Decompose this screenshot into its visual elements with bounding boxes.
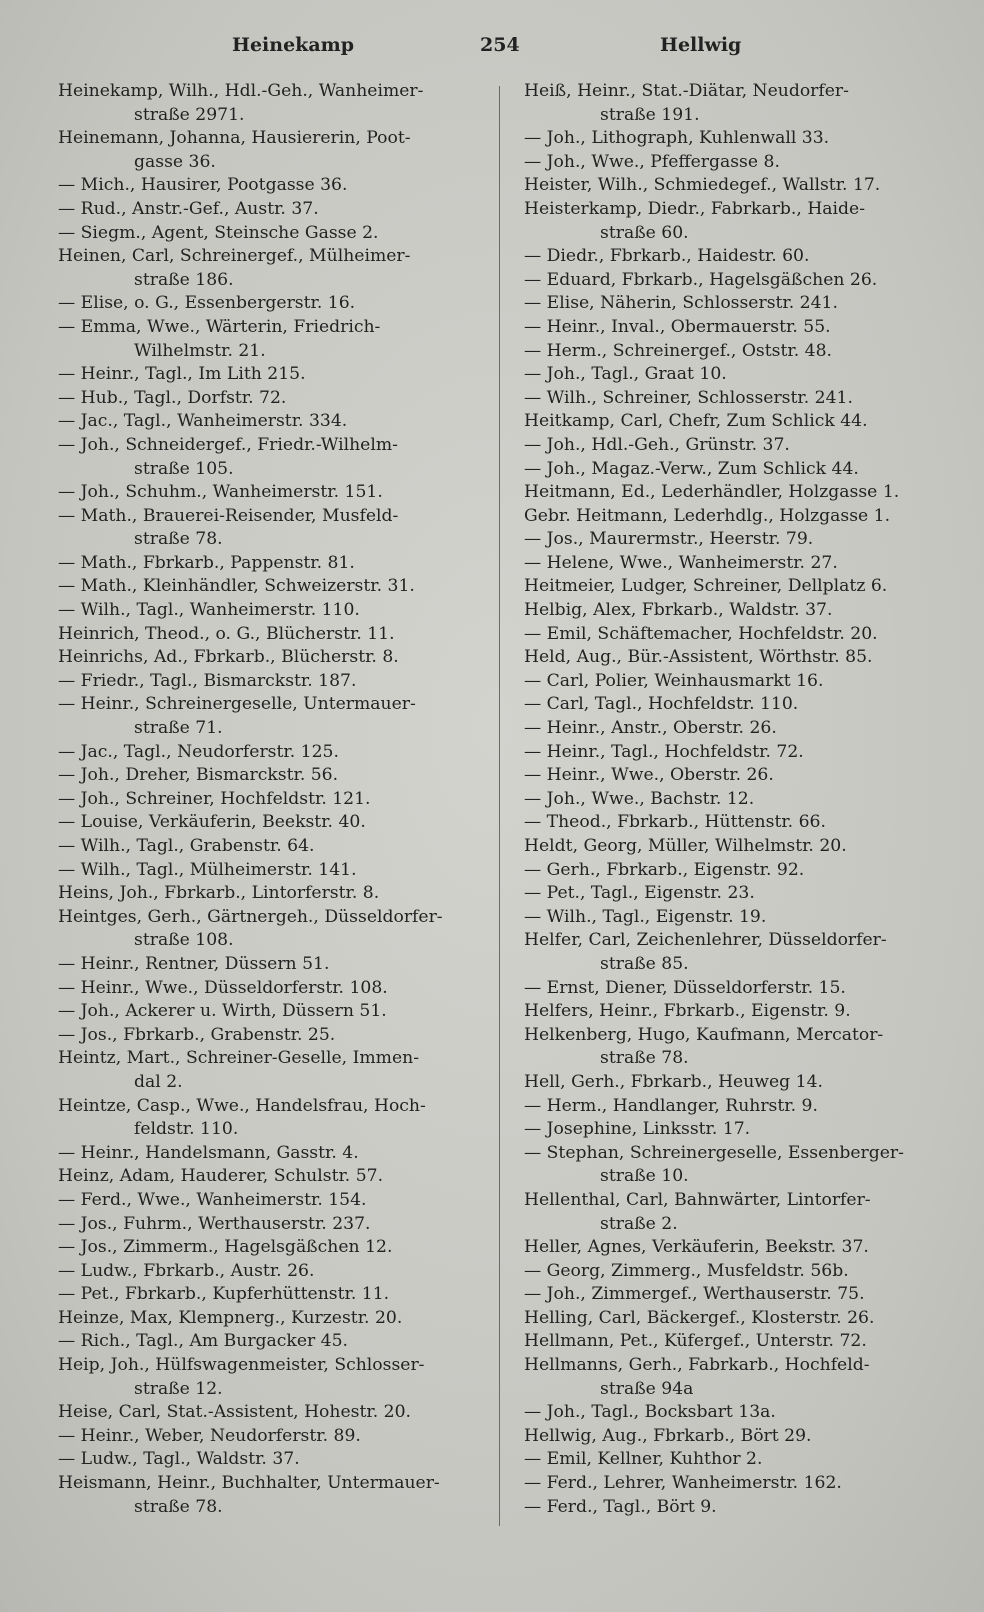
directory-entry-line: — Jac., Tagl., Neudorferstr. 125. xyxy=(58,741,339,762)
directory-entry-line: — Jos., Fuhrm., Werthauserstr. 237. xyxy=(58,1213,371,1234)
directory-entry-line: — Heinr., Anstr., Oberstr. 26. xyxy=(524,718,777,739)
directory-entry-line: — Jos., Maurermstr., Heerstr. 79. xyxy=(524,529,814,550)
directory-entry-line: — Wilh., Tagl., Grabenstr. 64. xyxy=(58,836,315,856)
directory-entry-line: — Siegm., Agent, Steinsche Gasse 2. xyxy=(58,222,379,243)
directory-entry-line: Held, Aug., Bür.-Assistent, Wörthstr. 85. xyxy=(524,647,873,668)
header-first-entry: Heinekamp xyxy=(232,34,355,56)
directory-entry-line: straße 71. xyxy=(134,718,223,739)
directory-entry-line: straße 108. xyxy=(134,930,234,951)
directory-entry-line: — Emil, Kellner, Kuhthor 2. xyxy=(524,1449,763,1470)
directory-entry-line: — Ferd., Tagl., Bört 9. xyxy=(524,1496,717,1517)
directory-entry-line: — Math., Kleinhändler, Schweizerstr. 31. xyxy=(58,576,415,597)
directory-entry-line: Heller, Agnes, Verkäuferin, Beekstr. 37. xyxy=(524,1237,869,1258)
directory-entry-line: straße 78. xyxy=(134,1496,223,1517)
directory-entry-line: — Friedr., Tagl., Bismarckstr. 187. xyxy=(58,670,357,691)
directory-entry-line: straße 2971. xyxy=(134,104,245,125)
directory-entry-line: — Wilh., Tagl., Eigenstr. 19. xyxy=(524,906,767,927)
directory-entry-line: Helbig, Alex, Fbrkarb., Waldstr. 37. xyxy=(524,600,833,621)
directory-entry-line: Heins, Joh., Fbrkarb., Lintorferstr. 8. xyxy=(58,883,380,904)
directory-entry-line: straße 10. xyxy=(600,1166,689,1187)
directory-entry-line: — Jac., Tagl., Wanheimerstr. 334. xyxy=(58,411,348,432)
directory-entry-line: Helling, Carl, Bäckergef., Klosterstr. 26. xyxy=(524,1307,875,1328)
directory-entry-line: — Rud., Anstr.-Gef., Austr. 37. xyxy=(58,198,319,219)
directory-entry-line: gasse 36. xyxy=(134,151,216,172)
directory-entry-line: Heinrichs, Ad., Fbrkarb., Blücherstr. 8. xyxy=(58,647,399,668)
directory-entry-line: — Rich., Tagl., Am Burgacker 45. xyxy=(58,1331,349,1352)
directory-entry-line: — Hub., Tagl., Dorfstr. 72. xyxy=(58,387,287,408)
directory-entry-line: — Joh., Wwe., Bachstr. 12. xyxy=(524,788,755,809)
directory-entry-line: Heintges, Gerh., Gärtnergeh., Düsseldorfer- xyxy=(58,906,443,927)
directory-entry-line: — Joh., Schneidergef., Friedr.-Wilhelm- xyxy=(58,434,398,455)
directory-entry-line: Heinze, Max, Klempnerg., Kurzestr. 20. xyxy=(58,1307,403,1328)
directory-entry-line: — Herm., Handlanger, Ruhrstr. 9. xyxy=(524,1095,818,1116)
directory-entry-line: — Mich., Hausirer, Pootgasse 36. xyxy=(58,175,348,196)
directory-entry-line: — Elise, o. G., Essenbergerstr. 16. xyxy=(58,293,356,314)
directory-entry-line: — Heinr., Tagl., Hochfeldstr. 72. xyxy=(524,741,804,762)
directory-entry-line: Helkenberg, Hugo, Kaufmann, Mercator- xyxy=(524,1024,884,1045)
directory-entry-line: straße 78. xyxy=(600,1048,689,1069)
directory-entry-line: Hellmann, Pet., Küfergef., Unterstr. 72. xyxy=(524,1331,867,1352)
directory-entry-line: Helfers, Heinr., Fbrkarb., Eigenstr. 9. xyxy=(524,1001,851,1022)
directory-entry-line: straße 60. xyxy=(600,222,689,243)
directory-entry-line: — Ferd., Lehrer, Wanheimerstr. 162. xyxy=(524,1473,842,1494)
directory-entry-line: — Eduard, Fbrkarb., Hagelsgäßchen 26. xyxy=(524,269,878,290)
directory-entry-line: Heiß, Heinr., Stat.-Diätar, Neudorfer- xyxy=(524,81,849,101)
directory-entry-line: — Joh., Lithograph, Kuhlenwall 33. xyxy=(524,128,830,149)
directory-entry-line: Heister, Wilh., Schmiedegef., Wallstr. 17. xyxy=(524,175,881,196)
directory-entry-line: Heitkamp, Carl, Chefr, Zum Schlick 44. xyxy=(524,411,868,432)
directory-entry-line: straße 191. xyxy=(600,104,700,125)
directory-entry-line: — Wilh., Tagl., Mülheimerstr. 141. xyxy=(58,859,357,880)
directory-entry-line: — Carl, Tagl., Hochfeldstr. 110. xyxy=(524,694,799,715)
directory-entry-line: — Ernst, Diener, Düsseldorferstr. 15. xyxy=(524,977,846,998)
directory-entry-line: — Joh., Dreher, Bismarckstr. 56. xyxy=(58,765,339,786)
directory-entry-line: Heinekamp, Wilh., Hdl.-Geh., Wanheimer- xyxy=(58,81,424,101)
directory-entry-line: — Math., Fbrkarb., Pappenstr. 81. xyxy=(58,552,355,573)
directory-entry-line: — Elise, Näherin, Schlosserstr. 241. xyxy=(524,293,838,314)
directory-entry-line: — Emma, Wwe., Wärterin, Friedrich- xyxy=(58,316,381,337)
directory-entry-line: — Joh., Wwe., Pfeffergasse 8. xyxy=(524,151,780,172)
directory-entry-line: — Joh., Schreiner, Hochfeldstr. 121. xyxy=(58,788,371,809)
header-last-entry: Hellwig xyxy=(660,34,742,56)
directory-entry-line: — Wilh., Tagl., Wanheimerstr. 110. xyxy=(58,600,360,621)
directory-entry-line: Heitmeier, Ludger, Schreiner, Dellplatz 6. xyxy=(524,576,888,597)
directory-entry-line: Heinrich, Theod., o. G., Blücherstr. 11. xyxy=(58,623,395,644)
directory-entry-line: — Joh., Tagl., Graat 10. xyxy=(524,364,727,385)
directory-entry-line: — Heinr., Weber, Neudorferstr. 89. xyxy=(58,1425,361,1446)
directory-entry-line: — Ludw., Fbrkarb., Austr. 26. xyxy=(58,1260,315,1281)
directory-entry-line: feldstr. 110. xyxy=(134,1119,239,1140)
page-header xyxy=(0,34,984,64)
directory-entry-line: — Joh., Ackerer u. Wirth, Düssern 51. xyxy=(58,1001,387,1022)
directory-entry-line: Heitmann, Ed., Lederhändler, Holzgasse 1. xyxy=(524,482,900,503)
directory-entry-line: — Ludw., Tagl., Waldstr. 37. xyxy=(58,1449,300,1470)
directory-entry-line: Heisterkamp, Diedr., Fabrkarb., Haide- xyxy=(524,198,866,219)
directory-entry-line: straße 85. xyxy=(600,953,689,974)
directory-entry-line: — Joh., Schuhm., Wanheimerstr. 151. xyxy=(58,482,383,503)
directory-entry-line: — Heinr., Rentner, Düssern 51. xyxy=(58,953,330,974)
directory-entry-line: — Heinr., Inval., Obermauerstr. 55. xyxy=(524,316,831,337)
directory-entry-line: — Diedr., Fbrkarb., Haidestr. 60. xyxy=(524,246,810,267)
directory-entry-line: Hellmanns, Gerh., Fabrkarb., Hochfeld- xyxy=(524,1355,870,1376)
directory-entry-line: straße 94a xyxy=(600,1378,694,1399)
directory-entry-line: straße 78. xyxy=(134,529,223,550)
directory-entry-line: — Ferd., Wwe., Wanheimerstr. 154. xyxy=(58,1189,367,1210)
directory-entry-line: — Jos., Zimmerm., Hagelsgäßchen 12. xyxy=(58,1237,393,1258)
right-column xyxy=(524,80,956,1519)
page-number: 254 xyxy=(480,34,520,56)
directory-entry-line: — Pet., Fbrkarb., Kupferhüttenstr. 11. xyxy=(58,1284,390,1305)
directory-entry-line: Hell, Gerh., Fbrkarb., Heuweg 14. xyxy=(524,1071,823,1092)
directory-entry-line: straße 2. xyxy=(600,1213,678,1234)
directory-entry-line: Heip, Joh., Hülfswagenmeister, Schlosser- xyxy=(58,1355,425,1376)
directory-entry-line: — Emil, Schäftemacher, Hochfeldstr. 20. xyxy=(524,623,878,644)
directory-entry-line: Heinemann, Johanna, Hausiererin, Poot- xyxy=(58,128,411,149)
directory-entry-line: Helfer, Carl, Zeichenlehrer, Düsseldorfer- xyxy=(524,930,887,951)
directory-entry-line: — Helene, Wwe., Wanheimerstr. 27. xyxy=(524,552,838,573)
directory-entry-line: Heintz, Mart., Schreiner-Geselle, Immen- xyxy=(58,1048,420,1069)
directory-entry-line: Heinz, Adam, Hauderer, Schulstr. 57. xyxy=(58,1166,384,1187)
directory-entry-line: — Joh., Magaz.-Verw., Zum Schlick 44. xyxy=(524,458,859,479)
directory-entry-line: Hellenthal, Carl, Bahnwärter, Lintorfer- xyxy=(524,1189,871,1210)
directory-entry-line: Heinen, Carl, Schreinergef., Mülheimer- xyxy=(58,246,411,267)
directory-entry-line: Wilhelmstr. 21. xyxy=(134,340,266,361)
directory-entry-line: — Heinr., Handelsmann, Gasstr. 4. xyxy=(58,1142,359,1163)
directory-entry-line: Heise, Carl, Stat.-Assistent, Hohestr. 20. xyxy=(58,1402,411,1423)
directory-entry-line: — Stephan, Schreinergeselle, Essenberger- xyxy=(524,1142,904,1163)
directory-entry-line: — Heinr., Schreinergeselle, Untermauer- xyxy=(58,694,416,715)
directory-entry-line: — Wilh., Schreiner, Schlosserstr. 241. xyxy=(524,387,853,408)
directory-entry-line: straße 186. xyxy=(134,269,234,290)
directory-entry-line: — Pet., Tagl., Eigenstr. 23. xyxy=(524,883,755,904)
directory-entry-line: — Joh., Tagl., Bocksbart 13a. xyxy=(524,1402,776,1423)
directory-entry-line: — Theod., Fbrkarb., Hüttenstr. 66. xyxy=(524,812,826,833)
directory-entry-line: Gebr. Heitmann, Lederhdlg., Holzgasse 1. xyxy=(524,505,891,526)
directory-entry-line: straße 105. xyxy=(134,458,234,479)
directory-entry-line: — Joh., Zimmergef., Werthauserstr. 75. xyxy=(524,1284,865,1305)
directory-entry-line: Heintze, Casp., Wwe., Handelsfrau, Hoch- xyxy=(58,1095,426,1116)
directory-entry-line: — Heinr., Tagl., Im Lith 215. xyxy=(58,364,306,385)
left-column xyxy=(58,80,488,1519)
directory-entry-line: — Louise, Verkäuferin, Beekstr. 40. xyxy=(58,812,366,833)
directory-entry-line: — Georg, Zimmerg., Musfeldstr. 56b. xyxy=(524,1260,849,1281)
directory-entry-line: Heldt, Georg, Müller, Wilhelmstr. 20. xyxy=(524,836,847,856)
directory-entry-line: — Josephine, Linksstr. 17. xyxy=(524,1119,751,1140)
directory-entry-line: straße 12. xyxy=(134,1378,223,1399)
directory-entry-line: — Math., Brauerei-Reisender, Musfeld- xyxy=(58,505,399,526)
directory-entry-line: dal 2. xyxy=(134,1071,183,1092)
directory-entry-line: — Carl, Polier, Weinhausmarkt 16. xyxy=(524,670,824,691)
directory-entry-line: — Herm., Schreinergef., Oststr. 48. xyxy=(524,340,832,361)
column-divider xyxy=(499,86,500,1526)
directory-entry-line: Hellwig, Aug., Fbrkarb., Bört 29. xyxy=(524,1425,812,1446)
directory-entry-line: — Jos., Fbrkarb., Grabenstr. 25. xyxy=(58,1024,336,1045)
directory-entry-line: — Heinr., Wwe., Düsseldorferstr. 108. xyxy=(58,977,388,998)
directory-entry-line: — Gerh., Fbrkarb., Eigenstr. 92. xyxy=(524,859,805,880)
directory-entry-line: — Heinr., Wwe., Oberstr. 26. xyxy=(524,765,774,786)
directory-entry-line: Heismann, Heinr., Buchhalter, Untermauer- xyxy=(58,1473,440,1494)
directory-entry-line: — Joh., Hdl.-Geh., Grünstr. 37. xyxy=(524,434,790,455)
